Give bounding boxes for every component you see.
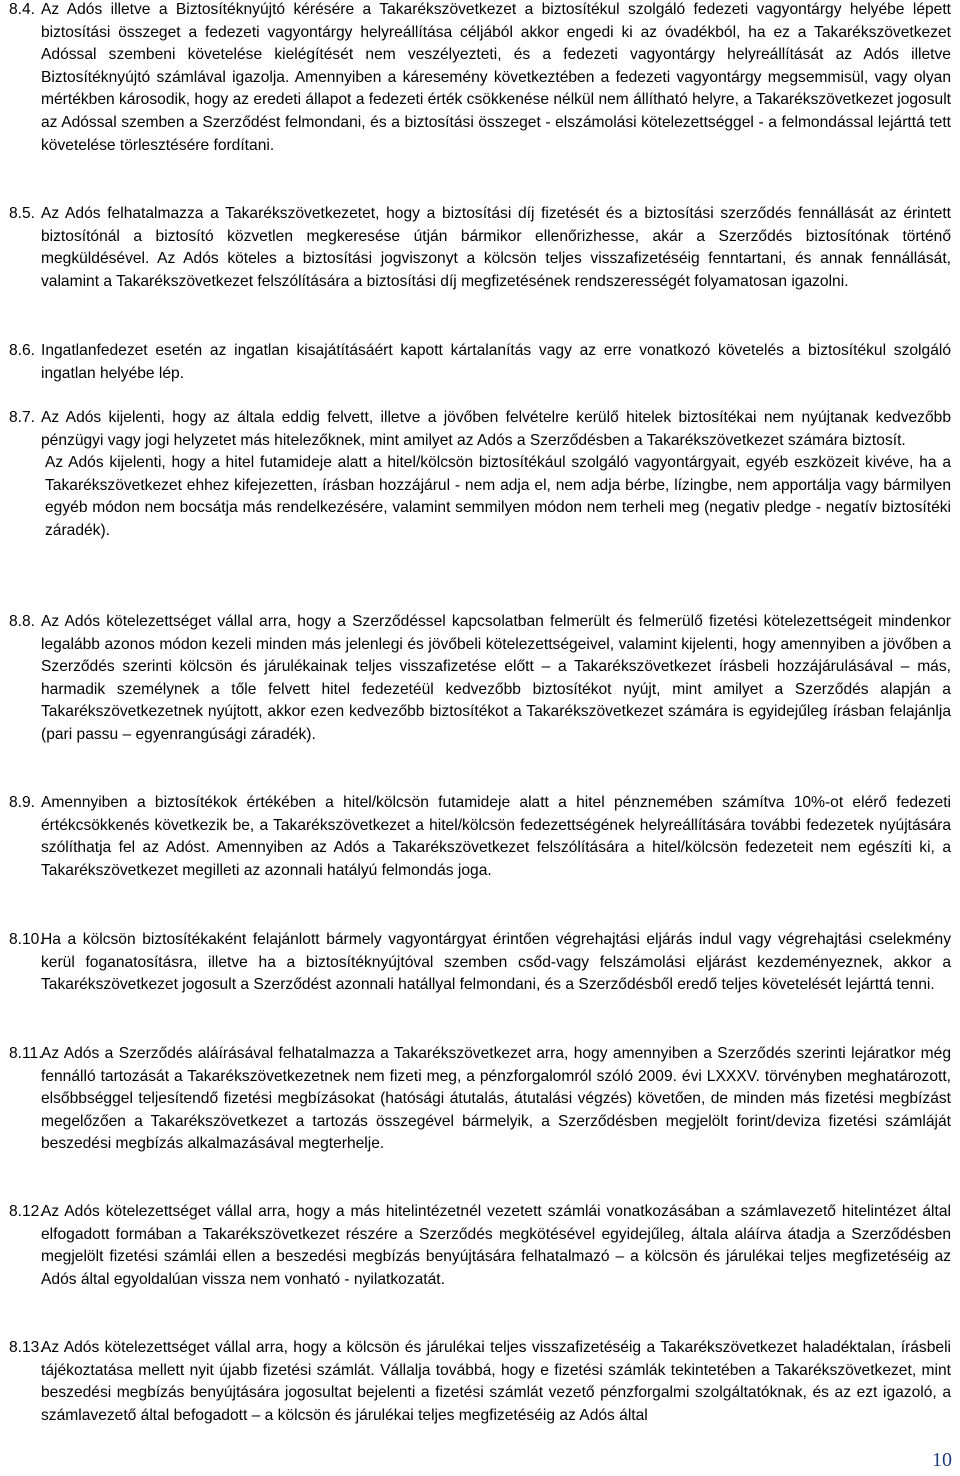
- clause-paragraph: Az Adós kötelezettséget vállal arra, hogy a Szerződéssel kapcsolatban felmerült és felmerülő fizetési kötelezettségeit mindenkor legalább azonos módon kezeli minden más jelenlegi és jövőbeli kötelezettségeivel, valamint kijelenti, hogy amennyiben a jövőben a Szerződés szerinti kölcsön és járulékainak teljes visszafizetése előtt – a Takarékszövetkezet írásbeli hozzájárulásával – más, harmadik személynek a tőle felvett hitel fedezetéül kedvezőbb biztosítékot nyújt, mint amilyet a Szerződés alapján a Takarékszövetkezetnek nyújtott, akkor ezen kedvezőbb biztosítékot a Takarékszövetkezet számára is egyidejűleg írásban felajánlja (pari passu – egyenrangúsági záradék).: [41, 613, 951, 743]
- clause-8-9: [0, 792, 951, 882]
- clause-paragraph: Az Adós kijelenti, hogy a hitel futamideje alatt a hitel/kölcsön biztosítékául szolgáló vagyontárgyait, egyéb eszközeit kivéve, ha a Takarékszövetkezet ehhez kifejezetten, írásban hozzájárul - nem adja el, nem adja bérbe, lízingbe, nem apportálja vagy bármilyen egyéb módon nem bocsátja más rendelkezésére, valamint semmilyen módon nem terheli meg (negativ pledge - negatív biztosítéki záradék).: [45, 454, 951, 539]
- clause-paragraph: Ingatlanfedezet esetén az ingatlan kisajátításáért kapott kártalanítás vagy az erre vonatkozó követelés a biztosítékul szolgáló ingatlan helyébe lép.: [41, 342, 951, 382]
- clause-paragraph: Az Adós kijelenti, hogy az általa eddig felvett, illetve a jövőben felvételre kerülő hitelek biztosítékai nem nyújtanak kedvezőbb pénzügyi vagy jogi helyzetet más hitelezőknek, mint amilyet az Adós a Szerződésben a Takarékszövetkezet számára biztosít.: [41, 409, 951, 449]
- clause-number: 8.11.: [9, 1045, 43, 1062]
- clause-8-10: [0, 929, 951, 997]
- clause-number: 8.7.: [9, 409, 36, 426]
- clause-body: [41, 0, 951, 157]
- clause-8-7: [0, 407, 951, 543]
- clause-paragraph: Az Adós felhatalmazza a Takarékszövetkezetet, hogy a biztosítási díj fizetését és a biztosítási szerződés fennállását az érintett biztosítónál a biztosító közvetlen megkeresése útján bármikor ellenőrizhesse, akár a Szerződés biztosítónak történő megküldésével. Az Adós köteles a biztosítási jogviszonyt a kölcsön teljes visszafizetéséig fenntartani, és annak fennállását, valamint a Takarékszövetkezet felszólítására a biztosítási díj megfizetésének rendszerességét folyamatosan igazolni.: [41, 205, 951, 290]
- clause-8-5: [0, 203, 951, 293]
- clause-body: [41, 611, 951, 747]
- clause-body: [41, 1337, 951, 1427]
- clause-body: [41, 340, 951, 385]
- clause-8-6: [0, 340, 951, 385]
- clause-body: [41, 929, 951, 997]
- clause-number: 8.10.: [9, 931, 44, 948]
- clause-paragraph: Ha a kölcsön biztosítékaként felajánlott bármely vagyontárgyat érintően végrehajtási eljárás indul vagy végrehajtási cselekmény kerül foganatosításra, illetve ha a biztosítéknyújtóval szemben csőd-vagy felszámolási eljárást kezdeményeznek, akkor a Takarékszövetkezet jogosult a Szerződést azonnali hatállyal felmondani, és a Szerződésből eredő teljes követelését lejárttá tenni.: [41, 931, 951, 994]
- clause-number: 8.12.: [9, 1203, 44, 1220]
- clause-body: [41, 792, 951, 882]
- clause-8-4: [0, 0, 951, 157]
- clause-body: [41, 1043, 951, 1156]
- clause-paragraph: Az Adós a Szerződés aláírásával felhatalmazza a Takarékszövetkezet arra, hogy amennyiben a Szerződés szerinti lejáratkor még fennálló tartozását a Takarékszövetkezetnek nem fizeti meg, a pénzforgalomról szóló 2009. évi LXXXV. törvényben meghatározott, elsőbbséggel teljesítendő fizetési megbízásokat (hatósági átutalás, átutalási végzés) követően, de minden más fizetési megbízást megelőzően a Takarékszövetkezet a tartozás összegével bármelyik, a Szerződésben megjelölt forint/deviza fizetési számláját beszedési megbízás alkalmazásával megterhelje.: [41, 1045, 951, 1153]
- clause-8-11: [0, 1043, 951, 1156]
- clause-number: 8.4.: [9, 1, 36, 18]
- clause-paragraph: Amennyiben a biztosítékok értékében a hitel/kölcsön futamideje alatt a hitel pénznemében számítva 10%-ot elérő fedezeti értékcsökkenés következik be, a Takarékszövetkezet a hitel/kölcsön fedezettségének helyreállítására további fedezetek nyújtására szólíthatja fel az Adóst. Amennyiben az Adós a Takarékszövetkezet felszólítására a hitel/kölcsön fedezeteit nem egészíti ki, a Takarékszövetkezet megilleti az azonnali hatályú felmondás joga.: [41, 794, 951, 879]
- clause-number: 8.5.: [9, 205, 36, 222]
- clause-body: [41, 1201, 951, 1291]
- clause-paragraph: Az Adós illetve a Biztosítéknyújtó kérésére a Takarékszövetkezet a biztosítékul szolgáló fedezeti vagyontárgy helyébe lépett biztosítási összeget a fedezeti vagyontárgy helyreállítása céljából akkor engedi ki az óvadékból, ha ez a Takarékszövetkezet Adóssal szembeni követelése kielégítését nem veszélyezteti, és a fedezeti vagyontárgy helyreállítását az Adós illetve Biztosítéknyújtó számlával igazolja. Amennyiben a káresemény következtében a fedezeti vagyontárgy megsemmisül, vagy olyan mértékben károsodik, hogy az eredeti állapot a fedezeti érték csökkenése nélkül nem állítható helyre, a Takarékszövetkezet jogosult az Adóssal szemben a Szerződést felmondani, és a biztosítási összeget - elszámolási kötelezettséggel - a felmondással lejárttá tett követelése törlesztésére fordítani.: [41, 1, 951, 154]
- clause-body: [41, 407, 951, 543]
- clause-number: 8.6.: [9, 342, 36, 359]
- clause-8-13: [0, 1337, 951, 1427]
- clause-paragraph: Az Adós kötelezettséget vállal arra, hogy a kölcsön és járulékai teljes visszafizetéséig a Takarékszövetkezet haladéktalan, írásbeli tájékoztatása mellett nyit újabb fizetési számlát. Vállalja továbbá, hogy e fizetési számlák tekintetében a Takarékszövetkezet, mint beszedési megbízás benyújtására jogosultat bejelenti a fizetési számlát vezető pénzforgalmi szolgáltatóknak, és az ezt igazoló, a számlavezető által befogadott – a kölcsön és járulékai teljes megfizetéséig az Adós által: [41, 1339, 951, 1424]
- clause-body: [41, 203, 951, 293]
- clause-paragraph: Az Adós kötelezettséget vállal arra, hogy a más hitelintézetnél vezetett számlái vonatkozásában a számlavezető hitelintézet által elfogadott formában a Takarékszövetkezet részére a Szerződés megkötésével egyidejűleg, általa aláírva átadja a Szerződésben megjelölt fizetési számlái ellen a beszedési megbízás benyújtására felhatalmazó – a kölcsön és járulékai teljes megfizetéséig az Adós által egyoldalúan vissza nem vonható - nyilatkozatát.: [41, 1203, 951, 1288]
- page-number: 10: [932, 1449, 952, 1471]
- clause-number: 8.13.: [9, 1339, 44, 1356]
- clause-8-8: [0, 611, 951, 747]
- clause-8-12: [0, 1201, 951, 1291]
- clause-number: 8.8.: [9, 613, 36, 630]
- clause-number: 8.9.: [9, 794, 36, 811]
